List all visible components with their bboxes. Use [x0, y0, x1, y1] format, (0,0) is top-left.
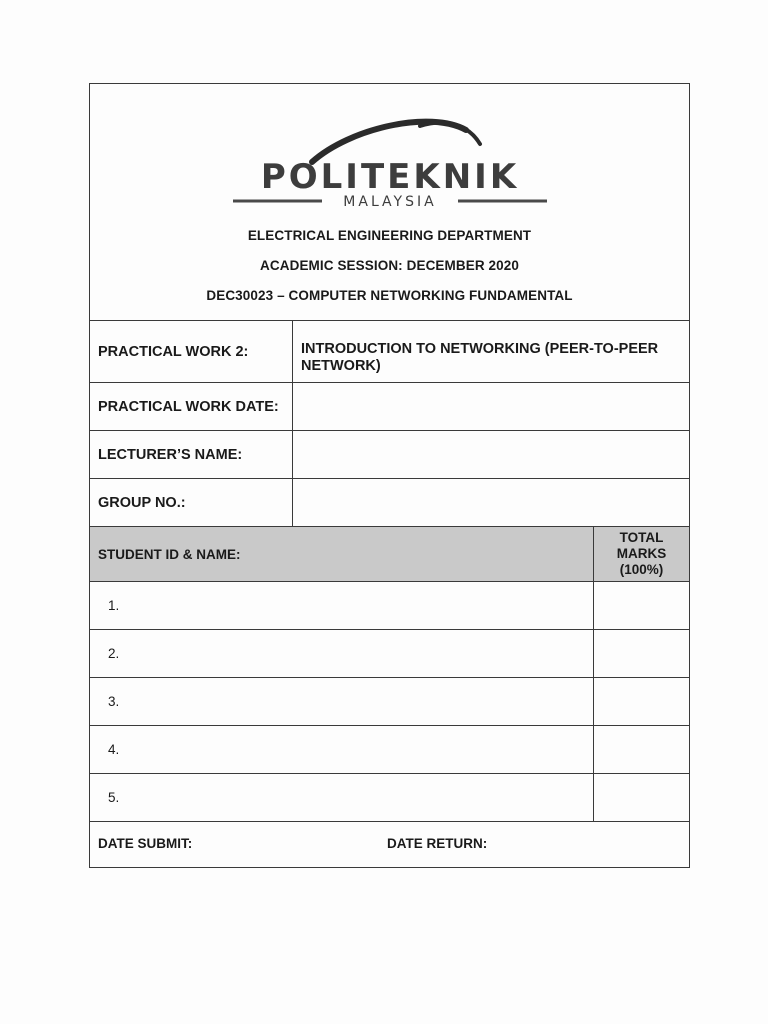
practical-date-field[interactable]	[293, 383, 689, 430]
course-title: DEC30023 – COMPUTER NETWORKING FUNDAMENTAL	[206, 288, 573, 303]
student-field[interactable]: 5.	[90, 774, 594, 821]
department-title: ELECTRICAL ENGINEERING DEPARTMENT	[247, 228, 532, 243]
student-marks-field[interactable]	[594, 726, 689, 773]
practical-work-row	[90, 321, 689, 383]
practical-work-label: PRACTICAL WORK 2:	[90, 321, 293, 382]
student-row	[90, 774, 689, 822]
student-id-name-header: STUDENT ID & NAME:	[90, 527, 594, 581]
group-label: GROUP NO.:	[90, 479, 293, 526]
practical-date-row	[90, 383, 689, 431]
date-return-label: DATE RETURN:	[387, 836, 488, 851]
lecturer-field[interactable]	[293, 431, 689, 478]
student-row	[90, 678, 689, 726]
student-field[interactable]: 4.	[90, 726, 594, 773]
logo-subtitle: MALAYSIA	[343, 194, 437, 210]
total-marks-line-2: MARKS	[616, 546, 667, 561]
form-header	[90, 84, 689, 321]
student-marks-field[interactable]	[594, 678, 689, 725]
total-marks-line-1: TOTAL	[619, 530, 664, 545]
student-marks-field[interactable]	[594, 582, 689, 629]
group-row	[90, 479, 689, 527]
students-header-row	[90, 527, 689, 582]
total-marks-line-3: (100%)	[619, 562, 664, 577]
student-row	[90, 726, 689, 774]
logo-wordmark: POLITEKNIK	[260, 157, 520, 197]
student-field[interactable]: 2.	[90, 630, 594, 677]
lecturer-row	[90, 431, 689, 479]
submission-footer	[90, 822, 689, 867]
student-row	[90, 582, 689, 630]
practical-date-label: PRACTICAL WORK DATE:	[90, 383, 293, 430]
academic-session: ACADEMIC SESSION: DECEMBER 2020	[260, 258, 519, 273]
student-field[interactable]: 3.	[90, 678, 594, 725]
lecturer-label: LECTURER’S NAME:	[90, 431, 293, 478]
cover-form	[89, 83, 690, 868]
group-field[interactable]	[293, 479, 689, 526]
total-marks-header	[594, 527, 689, 581]
student-marks-field[interactable]	[594, 774, 689, 821]
student-row	[90, 630, 689, 678]
student-marks-field[interactable]	[594, 630, 689, 677]
student-field[interactable]: 1.	[90, 582, 594, 629]
date-submit-label: DATE SUBMIT:	[98, 836, 193, 851]
practical-work-title: INTRODUCTION TO NETWORKING (PEER-TO-PEER NETWORK)	[301, 341, 659, 374]
politeknik-logo	[230, 110, 550, 214]
